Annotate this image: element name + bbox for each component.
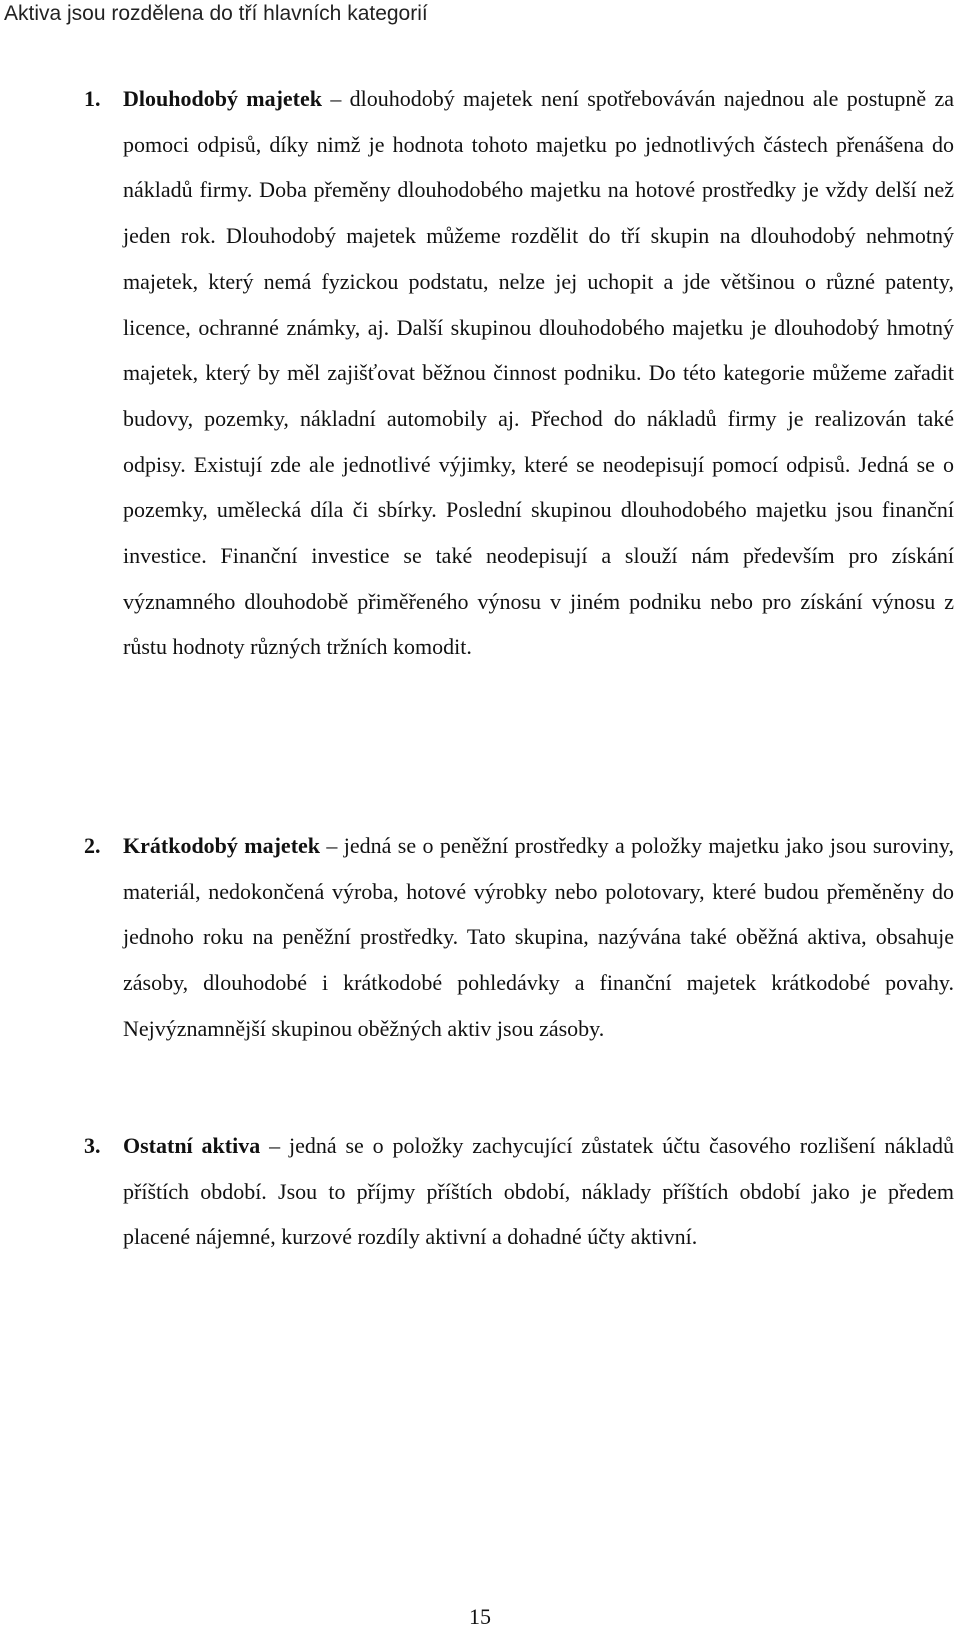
list-item-kratkodoby-majetek: [84, 823, 954, 1052]
page-number: 15: [469, 1604, 491, 1629]
item-text: – jedná se o položky zachycující zůstatek účtu časového rozlišení nákladů příštích období. Jsou to příjmy příštích období, náklady příštích období jako je předem placené nájemné, kurzové rozdíly aktivní a dohadné účty aktivní.: [123, 1133, 954, 1250]
item-number: 2.: [84, 833, 101, 858]
item-text: – dlouhodobý majetek není spotřebováván najednou ale postupně za pomoci odpisů, díky nimž je hodnota tohoto majetku po jednotlivých částech přenášena do nákladů firmy. Doba přeměny dlouhodobého majetku na hotové prostředky je vždy delší než jeden rok. Dlouhodobý majetek můžeme rozdělit do tří skupin na dlouhodobý nehmotný majetek, který nemá fyzickou podstatu, nelze jej uchopit a jde většinou o různé patenty, licence, ochranné známky, aj. Další skupinou dlouhodobého majetku je dlouhodobý hmotný majetek, který by měl zajišťovat běžnou činnost podniku. Do této kategorie můžeme zařadit budovy, pozemky, nákladní automobily aj. Přechod do nákladů firmy je realizován také odpisy. Existují zde ale jednotlivé výjimky, které se neodepisují pomocí odpisů. Jedná se o pozemky, umělecká díla či sbírky. Poslední skupinou dlouhodobého majetku jsou finanční investice. Finanční investice se také neodepisují a slouží nám především pro získání významného dlouhodobě přiměřeného výnosu v jiném podniku nebo pro získání výnosu z růstu hodnoty různých tržních komodit.: [123, 86, 954, 660]
list-item-ostatni-aktiva: [84, 1123, 954, 1260]
page-heading: Aktiva jsou rozdělena do tří hlavních kategorií: [4, 2, 428, 25]
item-number: 3.: [84, 1133, 101, 1158]
item-term: Krátkodobý majetek: [123, 833, 321, 858]
item-body: [123, 1123, 954, 1260]
item-number: 1.: [84, 86, 101, 111]
item-body: [123, 823, 954, 1052]
item-term: Dlouhodobý majetek: [123, 86, 322, 111]
list-item-dlouhodoby-majetek: [84, 76, 954, 670]
item-body: [123, 76, 954, 670]
item-term: Ostatní aktiva: [123, 1133, 261, 1158]
item-text: – jedná se o peněžní prostředky a položky majetku jako jsou suroviny, materiál, nedokončená výroba, hotové výrobky nebo polotovary, které budou přeměněny do jednoho roku na peněžní prostředky. Tato skupina, nazývána také oběžná aktiva, obsahuje zásoby, dlouhodobé i krátkodobé pohledávky a finanční majetek krátkodobé povahy. Nejvýznamnější skupinou oběžných aktiv jsou zásoby.: [123, 833, 954, 1041]
